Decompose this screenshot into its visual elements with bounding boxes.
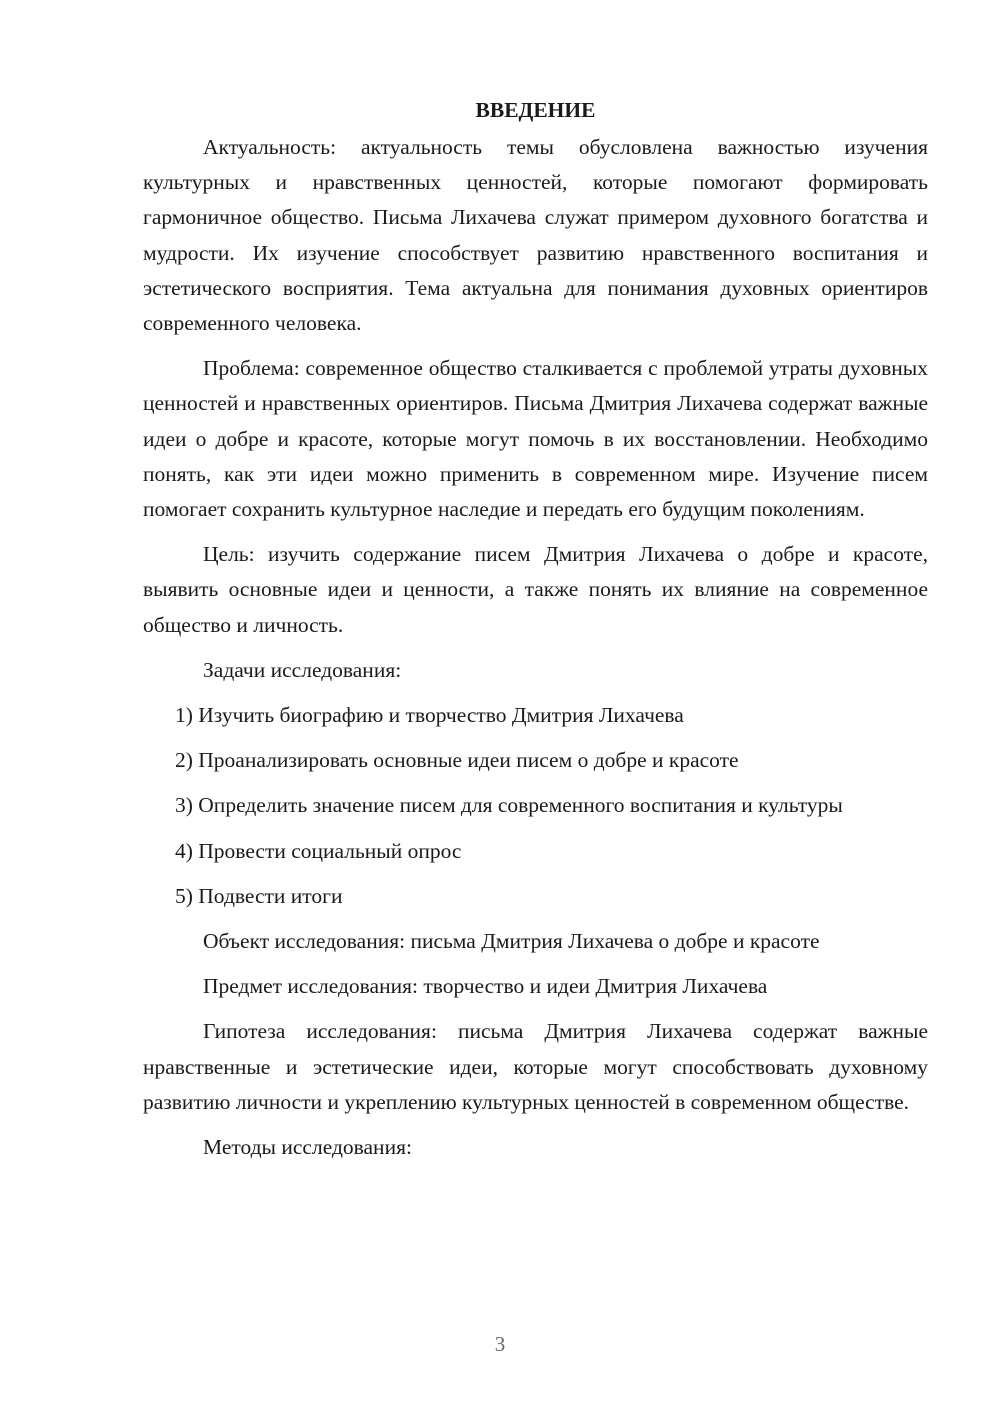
methods-heading: Методы исследования: <box>203 1135 412 1160</box>
research-object: Объект исследования: письма Дмитрия Лихачева о добре и красоте <box>203 929 820 954</box>
page-number: 3 <box>494 1332 506 1356</box>
hypothesis-paragraph: Гипотеза исследования: письма Дмитрия Лихачева содержат важные нравственные и эстетические идеи, которые могут способствовать духовному развитию личности и укреплению культурных ценностей в современном обществе. <box>143 1019 928 1114</box>
page-content <box>143 92 928 1175</box>
goal-paragraph: Цель: изучить содержание писем Дмитрия Лихачева о добре и красоте, выявить основные идеи и ценности, а также понять их влияние на современное общество и личность. <box>143 542 928 637</box>
section-title: ВВЕДЕНИЕ <box>475 98 596 122</box>
problem-paragraph: Проблема: современное общество сталкивается с проблемой утраты духовных ценностей и нравственных ориентиров. Письма Дмитрия Лихачева содержат важные идеи о добре и красоте, которые могут помочь в их восстановлении. Необходимо понять, как эти идеи можно применить в современном мире. Изучение писем помогает сохранить культурное наследие и передать его будущим поколениям. <box>143 356 928 522</box>
task-item-5: 5) Подвести итоги <box>175 883 343 908</box>
task-item-1: 1) Изучить биографию и творчество Дмитрия Лихачева <box>175 703 684 728</box>
tasks-heading: Задачи исследования: <box>203 657 402 682</box>
task-item-2: 2) Проанализировать основные идеи писем о добре и красоте <box>175 748 739 773</box>
relevance-paragraph: Актуальность: актуальность темы обусловлена важностью изучения культурных и нравственных ценностей, которые помогают формировать гармоничное общество. Письма Лихачева служат примером духовного богатства и мудрости. Их изучение способствует развитию нравственного воспитания и эстетического восприятия. Тема актуальна для понимания духовных ориентиров современного человека. <box>143 135 928 336</box>
research-subject: Предмет исследования: творчество и идеи Дмитрия Лихачева <box>203 974 768 999</box>
task-item-4: 4) Провести социальный опрос <box>175 838 462 863</box>
task-item-3: 3) Определить значение писем для современного воспитания и культуры <box>175 793 843 818</box>
